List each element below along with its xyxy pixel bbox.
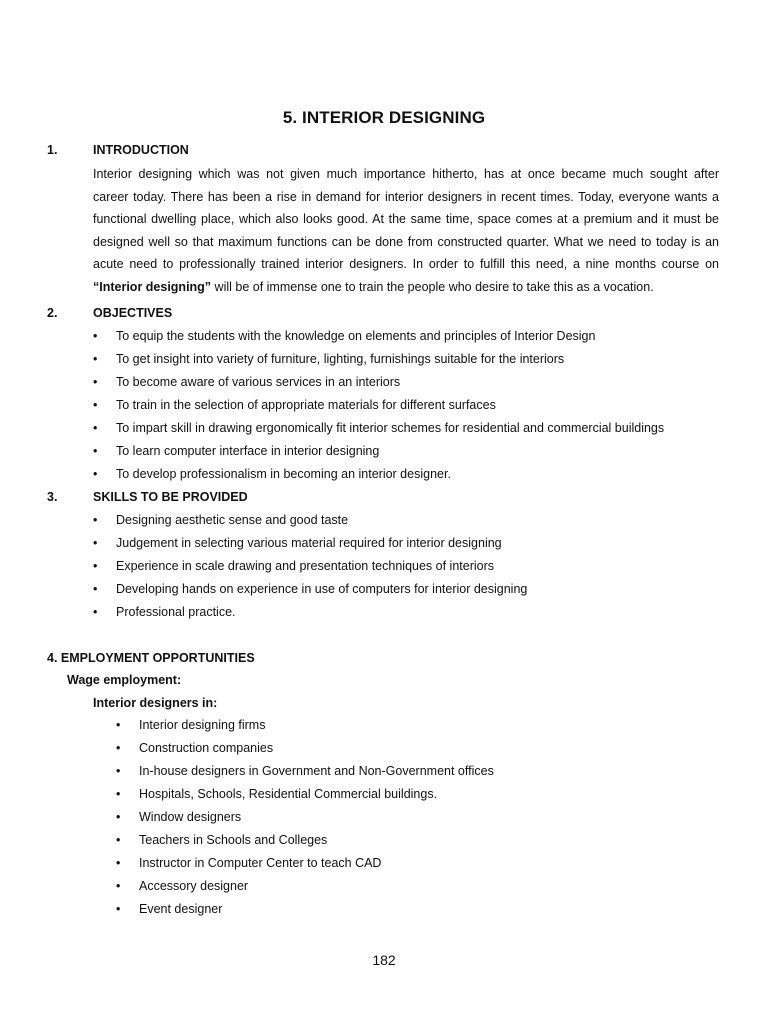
bullet-icon: • — [116, 856, 121, 870]
subheading-interior-designers: Interior designers in: — [93, 696, 218, 710]
bullet-icon: • — [116, 718, 121, 732]
emphasized-course-name: “Interior designing” — [93, 279, 212, 294]
bullet-icon: • — [93, 352, 98, 366]
section-number-objectives: 2. — [47, 306, 58, 320]
paragraph-line-rest: will be of immense one to train the people who desire to take this as a vocation. — [211, 279, 654, 294]
bullet-icon: • — [116, 764, 121, 778]
bullet-icon: • — [93, 605, 98, 619]
section-heading-objectives: OBJECTIVES — [93, 306, 173, 320]
paragraph-line-last — [93, 276, 719, 299]
list-item: • Accessory designer — [116, 875, 494, 898]
bullet-icon: • — [93, 536, 98, 550]
bullet-icon: • — [93, 582, 98, 596]
list-item: • To develop professionalism in becoming an interior designer. — [93, 463, 664, 486]
paragraph-line: designed well so that maximum functions can be done from constructed quarter. What we need to today is an — [93, 234, 719, 249]
bullet-icon: • — [93, 467, 98, 481]
bullet-icon: • — [93, 398, 98, 412]
employment-list — [116, 714, 494, 921]
introduction-paragraph — [93, 163, 719, 299]
list-item: • Instructor in Computer Center to teach CAD — [116, 852, 494, 875]
list-item: • Teachers in Schools and Colleges — [116, 829, 494, 852]
section-heading-introduction: INTRODUCTION — [93, 143, 189, 157]
skills-list — [93, 509, 527, 624]
list-item: • To learn computer interface in interior designing — [93, 440, 664, 463]
subheading-wage-employment: Wage employment: — [67, 673, 182, 687]
bullet-icon: • — [93, 421, 98, 435]
bullet-icon: • — [116, 833, 121, 847]
list-item: • To train in the selection of appropriate materials for different surfaces — [93, 394, 664, 417]
paragraph-line: functional dwelling place, which also looks good. At the same time, space comes at a premium and it must be — [93, 212, 719, 227]
objectives-list — [93, 325, 664, 486]
list-item: • Developing hands on experience in use of computers for interior designing — [93, 578, 527, 601]
bullet-icon: • — [116, 879, 121, 893]
bullet-icon: • — [93, 375, 98, 389]
list-item: • Hospitals, Schools, Residential Commercial buildings. — [116, 783, 494, 806]
section-number-skills: 3. — [47, 490, 58, 504]
list-item: • In-house designers in Government and Non-Government offices — [116, 760, 494, 783]
bullet-icon: • — [93, 513, 98, 527]
list-item: • To become aware of various services in an interiors — [93, 371, 664, 394]
list-item: • Professional practice. — [93, 601, 527, 624]
section-heading-employment: 4. EMPLOYMENT OPPORTUNITIES — [47, 651, 255, 665]
bullet-icon: • — [116, 902, 121, 916]
bullet-icon: • — [116, 810, 121, 824]
list-item: • Window designers — [116, 806, 494, 829]
bullet-icon: • — [93, 329, 98, 343]
paragraph-line: acute need to professionally trained interior designers. In order to fulfill this need, a nine months course on — [93, 257, 719, 272]
section-number-introduction: 1. — [47, 143, 58, 157]
bullet-icon: • — [93, 559, 98, 573]
bullet-icon: • — [116, 787, 121, 801]
list-item: • To get insight into variety of furniture, lighting, furnishings suitable for the interiors — [93, 348, 664, 371]
paragraph-line: career today. There has been a rise in demand for interior designers in recent times. Today, everyone wants a — [93, 189, 719, 204]
section-heading-skills: SKILLS TO BE PROVIDED — [93, 490, 248, 504]
list-item: • Event designer — [116, 898, 494, 921]
page-number: 182 — [372, 952, 396, 968]
bullet-icon: • — [93, 444, 98, 458]
list-item: • Interior designing firms — [116, 714, 494, 737]
bullet-icon: • — [116, 741, 121, 755]
page-title: 5. INTERIOR DESIGNING — [282, 108, 486, 127]
list-item: • Judgement in selecting various material required for interior designing — [93, 532, 527, 555]
list-item: • Construction companies — [116, 737, 494, 760]
list-item: • To equip the students with the knowledge on elements and principles of Interior Design — [93, 325, 664, 348]
list-item: • Experience in scale drawing and presentation techniques of interiors — [93, 555, 527, 578]
list-item: • Designing aesthetic sense and good taste — [93, 509, 527, 532]
paragraph-line: Interior designing which was not given much importance hitherto, has at once became much sought after — [93, 167, 719, 181]
list-item: • To impart skill in drawing ergonomically fit interior schemes for residential and commercial buildings — [93, 417, 664, 440]
